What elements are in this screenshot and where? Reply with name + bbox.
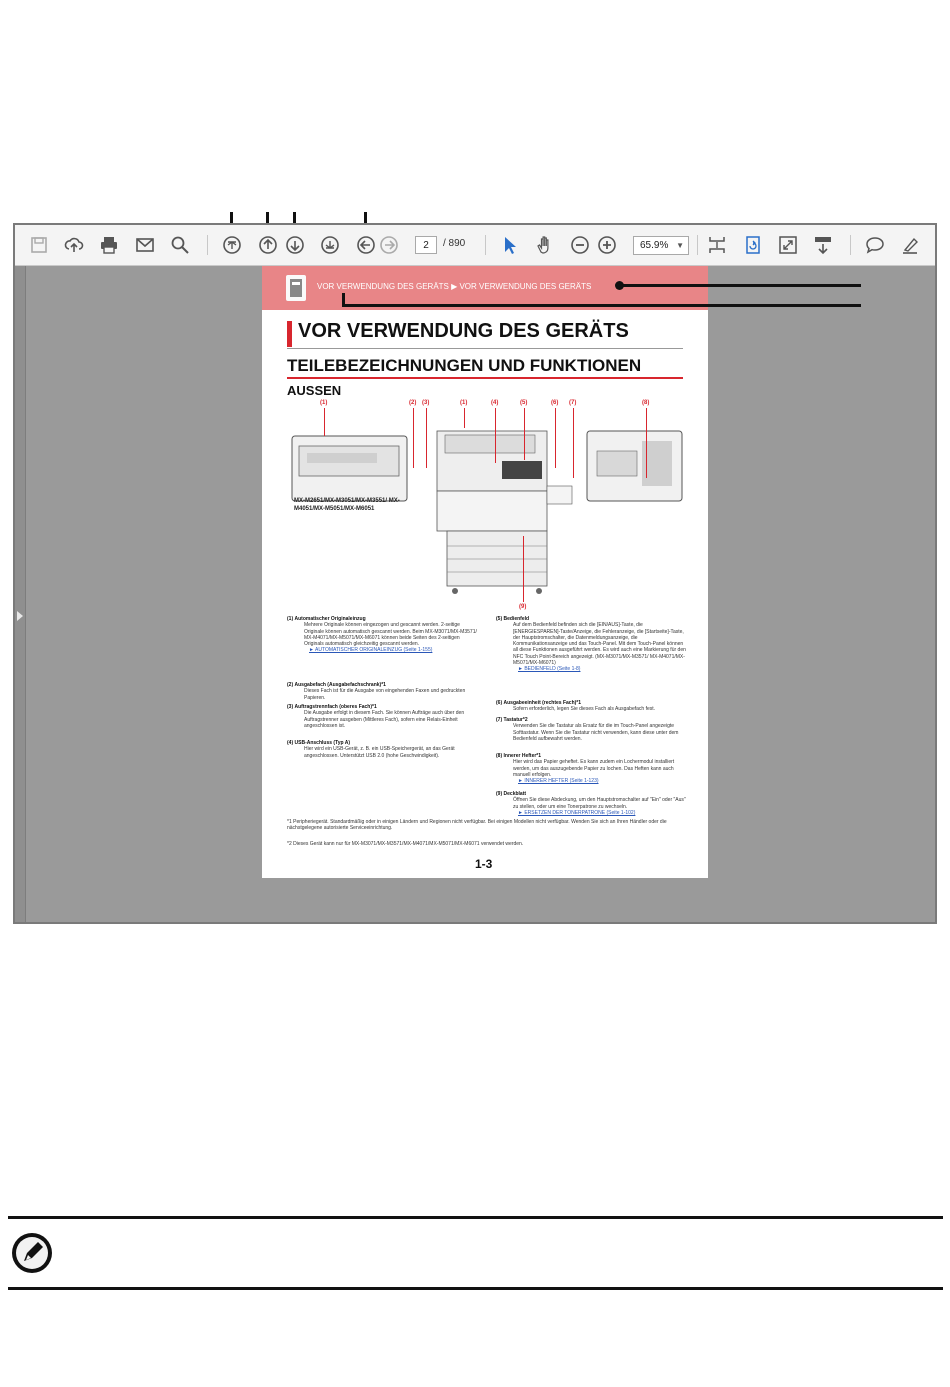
callout-label: (1) bbox=[320, 400, 328, 406]
select-icon[interactable] bbox=[498, 233, 522, 257]
description-item bbox=[287, 616, 477, 654]
upload-icon[interactable] bbox=[62, 233, 86, 257]
section-heading: AUSSEN bbox=[287, 383, 342, 398]
item-link[interactable]: ► INNERER HEFTER (Seite 1-123) bbox=[518, 778, 599, 785]
annotation-line bbox=[343, 304, 861, 307]
item-heading: Ausgabefach (Ausgabefachschrank)*1 bbox=[294, 682, 386, 688]
annotation-line bbox=[620, 284, 861, 287]
item-heading: Ausgabeeinheit (rechtes Fach)*1 bbox=[503, 700, 582, 706]
description-item bbox=[287, 682, 477, 701]
callout-leader bbox=[324, 408, 325, 436]
footnote bbox=[287, 841, 683, 847]
callout-leader bbox=[573, 408, 574, 478]
callout-label: (7) bbox=[569, 400, 577, 406]
callout-label: (2) bbox=[409, 400, 417, 406]
item-body: Auf dem Bedienfeld befinden sich die [EIN/AUS]-Taste, die [ENERGIESPAREN]-Taste/Anzeige, die Fehleranzeige, die [Startseite]-Taste, der Hauptstromschalter, die Datenmeldungsanzeige, die Kommunikationsanzeige und das Touch-Panel. Mit dem Touch-Panel können all diese Funktionen ausgeführt werden. Es wird auch eine Markierung für den NFC Touch Point-Bereich angezeigt. (MX-M3071/MX-M3571/ MX-M4071/MX-M5071/MX-M6071) bbox=[513, 622, 686, 667]
sidebar-toggle[interactable] bbox=[15, 266, 26, 922]
callout-leader bbox=[495, 408, 496, 463]
item-body: Verwenden Sie die Tastatur als Ersatz für die im Touch-Panel angezeigte Softtastatur. Wenn Sie die Tastatur nicht verwenden, kann diese unter dem Bedienfeld aufbewahrt werden. bbox=[513, 723, 679, 742]
divider bbox=[287, 348, 683, 349]
toolbar-separator bbox=[485, 235, 486, 255]
item-number: (6) bbox=[496, 700, 503, 706]
chevron-down-icon: ▼ bbox=[676, 241, 684, 250]
footnote-text: Peripheriegerät. Standardmäßig oder in einigen Ländern und Regionen nicht verfügbar. Bei einigen Modellen nicht verfügbar. Wenden Sie sich an Ihren Händler oder die nächstgelegene autorisierte Serviceeinrichtung. bbox=[287, 819, 667, 832]
item-link[interactable]: ► BEDIENFELD (Seite 1-8) bbox=[518, 666, 581, 673]
annotation-dot bbox=[615, 281, 624, 290]
item-number: (1) bbox=[287, 616, 294, 622]
scroll-mode-icon[interactable] bbox=[811, 233, 835, 257]
note-rule-top bbox=[8, 1216, 943, 1219]
description-item bbox=[496, 700, 686, 713]
callout-label: (5) bbox=[520, 400, 528, 406]
first-page-icon[interactable] bbox=[220, 233, 244, 257]
callout-leader bbox=[646, 408, 647, 478]
callout-leader bbox=[555, 408, 556, 468]
comment-icon[interactable] bbox=[863, 233, 887, 257]
highlight-icon[interactable] bbox=[899, 233, 923, 257]
last-page-icon[interactable] bbox=[318, 233, 342, 257]
zoom-out-icon[interactable] bbox=[568, 233, 592, 257]
footnote-text: Dieses Gerät kann nur für MX-M3071/MX-M3571/MX-M4071/MX-M5071/MX-M6071 verwendet werden. bbox=[293, 841, 524, 847]
annotation-connector bbox=[342, 293, 345, 307]
fullscreen-icon[interactable] bbox=[776, 233, 800, 257]
item-number: (3) bbox=[287, 704, 294, 710]
divider bbox=[287, 377, 683, 379]
callout-leader bbox=[524, 408, 525, 460]
page-number-input[interactable]: 2 bbox=[415, 236, 437, 254]
description-item bbox=[496, 717, 686, 742]
callout-leader bbox=[464, 408, 465, 428]
callout-label: (6) bbox=[551, 400, 559, 406]
callout-label: (1) bbox=[460, 400, 468, 406]
fit-page-icon[interactable] bbox=[705, 233, 729, 257]
item-heading: USB-Anschluss (Typ A) bbox=[294, 740, 351, 746]
pdf-page bbox=[262, 266, 708, 878]
toolbar bbox=[15, 225, 935, 266]
breadcrumb[interactable]: VOR VERWENDUNG DES GERÄTS ▶ VOR VERWENDUNG DES GERÄTS bbox=[317, 282, 592, 291]
description-item bbox=[287, 740, 477, 759]
chevron-right-icon bbox=[17, 611, 23, 621]
item-body: Die Ausgabe erfolgt in diesem Fach. Sie können Aufträge auch über den Auftragstrenner ausgeben (Mittleres Fach), sofern eine Relais-Einheit angeschlossen ist. bbox=[304, 710, 465, 729]
page-total: / 890 bbox=[443, 238, 466, 249]
item-number: (9) bbox=[496, 791, 503, 797]
item-body: Hier wird das Papier geheftet. Es kann zudem ein Lochermodul installiert werden, um das auszugebende Papier zu lochen. Das Heften kann auch manuell erfolgen. bbox=[513, 759, 675, 778]
toolbar-separator bbox=[697, 235, 698, 255]
toolbar-separator bbox=[850, 235, 851, 255]
copier-icon bbox=[286, 275, 306, 301]
item-body: Dieses Fach ist für die Ausgabe von eingehenden Faxen und gedruckten Papieren. bbox=[304, 688, 466, 701]
forward-icon[interactable] bbox=[377, 233, 401, 257]
note-pencil-icon bbox=[12, 1233, 52, 1273]
item-body: Hier wird ein USB-Gerät, z. B. ein USB-Speichergerät, an das Gerät angeschlossen. Unterstützt USB 2.0 (hohe Geschwindigkeit). bbox=[304, 746, 455, 759]
item-body: Mehrere Originale können eingezogen und gescannt werden. 2-seitige Originale können automatisch gescannt werden. Beim MX-M3071/MX-M3571/ MX-M4071/MX-M5071/MX-M6071 können beide Seiten des 2-seitigen Originals automatisch gleichzeitig gescannt werden. bbox=[304, 622, 477, 648]
page-number: 1-3 bbox=[475, 857, 493, 871]
item-body: Sofern erforderlich, legen Sie dieses Fach als Ausgabefach fest. bbox=[513, 706, 656, 713]
item-number: (8) bbox=[496, 753, 503, 759]
description-item bbox=[496, 791, 686, 816]
toolbar-separator bbox=[207, 235, 208, 255]
footnote-mark: *2 bbox=[287, 841, 292, 847]
item-number: (2) bbox=[287, 682, 294, 688]
zoom-in-icon[interactable] bbox=[595, 233, 619, 257]
model-label: MX-M2651/MX-M3051/MX-M3551/ MX-M4051/MX-M5051/MX-M6051 bbox=[294, 498, 400, 512]
description-item bbox=[287, 704, 477, 729]
callout-label: (4) bbox=[491, 400, 499, 406]
note-rule-bottom bbox=[8, 1287, 943, 1290]
footnote bbox=[287, 819, 683, 832]
print-icon[interactable] bbox=[97, 233, 121, 257]
zoom-value: 65.9% bbox=[640, 240, 669, 251]
callout-label: (8) bbox=[642, 400, 650, 406]
item-number: (4) bbox=[287, 740, 294, 746]
zoom-select[interactable] bbox=[633, 236, 689, 255]
save-icon[interactable] bbox=[27, 233, 51, 257]
item-link[interactable]: ► AUTOMATISCHER ORIGINALEINZUG (Seite 1-155) bbox=[309, 647, 433, 654]
item-number: (7) bbox=[496, 717, 503, 723]
back-icon[interactable] bbox=[354, 233, 378, 257]
item-heading: Innerer Hefter*1 bbox=[503, 753, 542, 759]
search-icon[interactable] bbox=[168, 233, 192, 257]
item-number: (5) bbox=[496, 616, 503, 622]
title-accent-bar bbox=[287, 321, 292, 347]
mail-icon[interactable] bbox=[133, 233, 157, 257]
pdf-viewer-window bbox=[13, 223, 937, 924]
callout-label: (3) bbox=[422, 400, 430, 406]
item-heading: Deckblatt bbox=[503, 791, 527, 797]
callout-label: (9) bbox=[519, 604, 527, 610]
rotate-icon[interactable] bbox=[741, 233, 765, 257]
item-heading: Automatischer Originaleinzug bbox=[294, 616, 366, 622]
page-title: VOR VERWENDUNG DES GERÄTS bbox=[298, 320, 629, 342]
description-item bbox=[496, 753, 686, 784]
callout-leader bbox=[413, 408, 414, 468]
footnote-mark: *1 bbox=[287, 819, 292, 825]
previous-page-icon[interactable] bbox=[256, 233, 280, 257]
page-subtitle: TEILEBEZEICHNUNGEN UND FUNKTIONEN bbox=[287, 356, 642, 375]
next-page-icon[interactable] bbox=[283, 233, 307, 257]
callout-leader bbox=[523, 536, 524, 602]
hand-icon[interactable] bbox=[533, 233, 557, 257]
item-heading: Auftragstrennfach (oberes Fach)*1 bbox=[294, 704, 377, 710]
item-heading: Tastatur*2 bbox=[503, 717, 528, 723]
item-heading: Bedienfeld bbox=[503, 616, 530, 622]
callout-leader bbox=[426, 408, 427, 468]
description-item bbox=[496, 616, 686, 673]
item-body: Öffnen Sie diese Abdeckung, um den Hauptstromschalter auf "Ein" oder "Aus" zu stellen, oder um eine Tonerpatrone zu wechseln. bbox=[513, 797, 686, 810]
item-link[interactable]: ► ERSETZEN DER TONERPATRONE (Seite 1-102) bbox=[518, 809, 636, 816]
